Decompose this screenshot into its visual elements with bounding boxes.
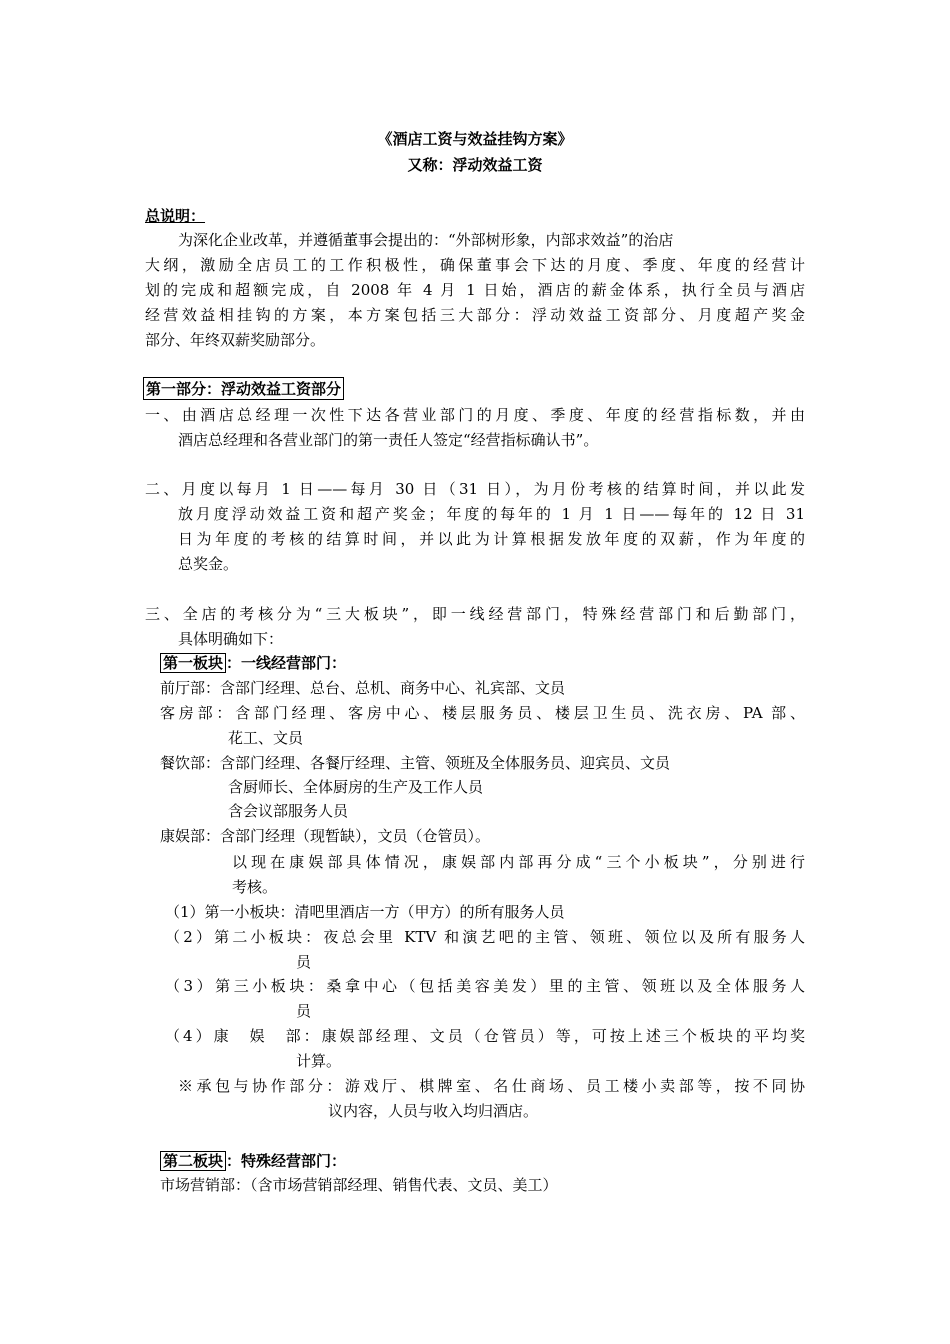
block1-title: ：一线经营部门： <box>226 654 347 672</box>
intro-line: 为深化企业改革，并遵循董事会提出的：“外部树形象，内部求效益”的治店 <box>178 231 674 249</box>
block1-line: 餐饮部：含部门经理、各餐厅经理、主管、领班及全体服务员、迎宾员、文员 <box>160 754 671 772</box>
document-title: 《酒店工资与效益挂钩方案》 <box>377 130 573 148</box>
block1-line: （4）康 娱 部：康娱部经理、文员（仓管员）等，可按上述三个板块的平均奖 <box>165 1027 805 1045</box>
block1-line: 含会议部服务人员 <box>228 802 349 820</box>
block2-title: ：特殊经营部门： <box>226 1152 347 1170</box>
block1-line: 计算。 <box>296 1052 342 1070</box>
block1-line: 议内容，人员与收入均归酒店。 <box>328 1102 539 1120</box>
block2-line: 市场营销部：（含市场营销部经理、销售代表、文员、美工） <box>160 1176 558 1194</box>
part1-item2-line: 总奖金。 <box>178 555 239 573</box>
part1-heading: 第一部分：浮动效益工资部分 <box>143 377 344 400</box>
block1-line: （2）第二小板块：夜总会里 KTV 和演艺吧的主管、领班、领位以及所有服务人 <box>165 928 805 946</box>
part1-item1-line: 一、由酒店总经理一次性下达各营业部门的月度、季度、年度的经营指标数，并由 <box>145 406 805 424</box>
block1-line: 客房部：含部门经理、客房中心、楼层服务员、楼层卫生员、洗衣房、PA 部、 <box>160 704 805 722</box>
block1-line: 考核。 <box>232 878 278 896</box>
intro-line: 大纲，激励全店员工的工作积极性，确保董事会下达的月度、季度、年度的经营计 <box>145 256 805 274</box>
block2-heading <box>160 1150 346 1171</box>
part1-item3-line: 具体明确如下： <box>178 630 284 648</box>
block1-line: 前厅部：含部门经理、总台、总机、商务中心、礼宾部、文员 <box>160 679 566 697</box>
part1-item1-line: 酒店总经理和各营业部门的第一责任人签定“经营指标确认书”。 <box>178 431 599 449</box>
part1-item2-line: 日为年度的考核的结算时间，并以此为计算根据发放年度的双薪，作为年度的 <box>178 530 805 548</box>
block1-line: （3）第三小板块：桑拿中心（包括美容美发）里的主管、领班以及全体服务人 <box>165 977 805 995</box>
block1-line: 员 <box>296 953 312 971</box>
intro-heading: 总说明： <box>145 207 206 225</box>
intro-line: 经营效益相挂钩的方案，本方案包括三大部分：浮动效益工资部分、月度超产奖金 <box>145 306 805 324</box>
block1-line: （1）第一小板块：清吧里酒店一方（甲方）的所有服务人员 <box>165 903 565 921</box>
part1-item2-line: 放月度浮动效益工资和超产奖金；年度的每年的 1 月 1 日——每年的 12 日 31 <box>178 505 805 523</box>
intro-line: 划的完成和超额完成，自 2008 年 4 月 1 日始，酒店的薪金体系，执行全员与酒店 <box>145 281 805 299</box>
block1-heading <box>160 652 346 673</box>
intro-line: 部分、年终双薪奖励部分。 <box>145 331 326 349</box>
block1-line: 含厨师长、全体厨房的生产及工作人员 <box>228 778 484 796</box>
block1-line: 康娱部：含部门经理（现暂缺），文员（仓管员）。 <box>160 827 491 845</box>
part1-item2-line: 二、月度以每月 1 日——每月 30 日（31 日），为月份考核的结算时间，并以此发 <box>145 480 805 498</box>
document-subtitle: 又称：浮动效益工资 <box>407 156 543 174</box>
block1-line: 花工、文员 <box>228 729 304 747</box>
block1-line: ※承包与协作部分：游戏厅、棋牌室、名仕商场、员工楼小卖部等，按不同协 <box>178 1077 805 1095</box>
block1-line: 以现在康娱部具体情况，康娱部内部再分成“三个小板块”，分别进行 <box>232 853 805 871</box>
block1-label: 第一板块 <box>160 653 226 673</box>
block1-line: 员 <box>296 1002 312 1020</box>
part1-item3-line: 三、全店的考核分为“三大板块”，即一线经营部门，特殊经营部门和后勤部门， <box>145 605 805 623</box>
block2-label: 第二板块 <box>160 1151 226 1171</box>
